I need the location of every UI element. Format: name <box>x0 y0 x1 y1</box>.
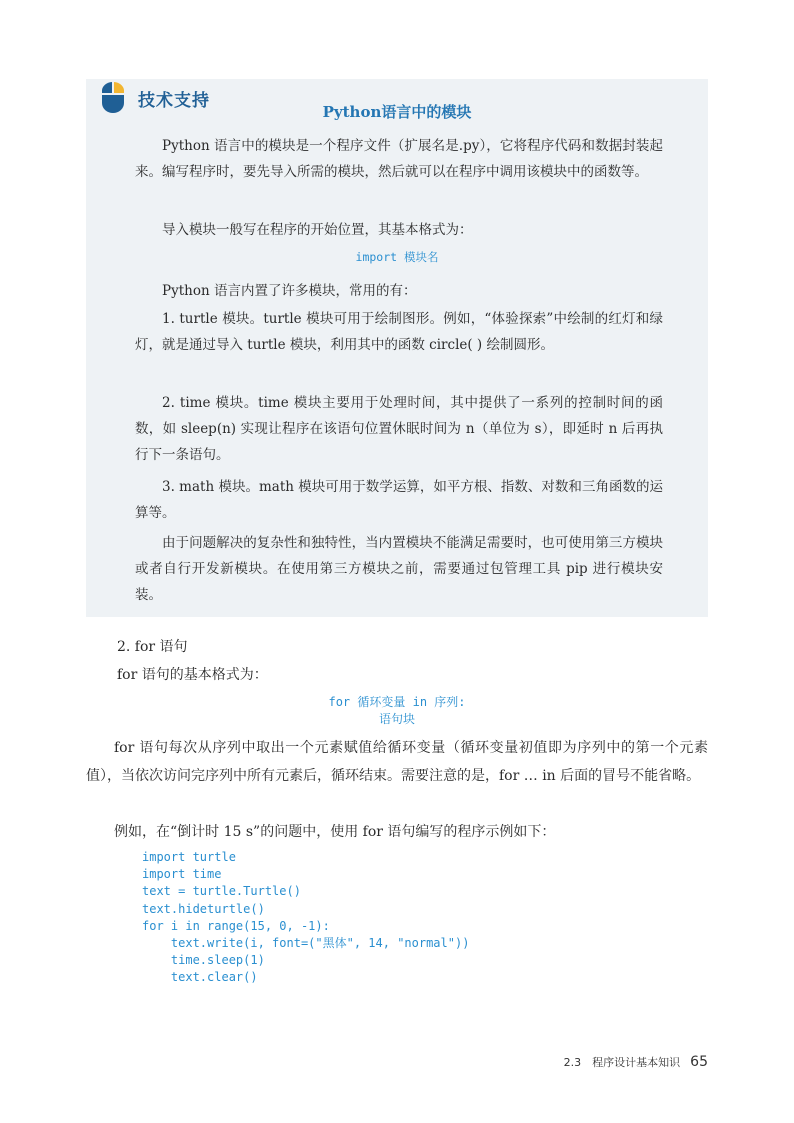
box-paragraph-math: 3. math 模块。math 模块可用于数学运算，如平方根、指数、对数和三角函数的运算等。 <box>135 479 663 521</box>
box-title: Python语言中的模块 <box>322 103 472 121</box>
box-label: 技术支持 <box>138 91 210 111</box>
box-paragraph-builtin: Python 语言内置了许多模块，常用的有： <box>162 283 417 299</box>
section-heading: 2. for 语句 <box>117 639 188 655</box>
for-syntax-line1: for 循环变量 in 序列: <box>328 695 466 709</box>
for-example-intro: 例如，在“倒计时 15 s”的问题中，使用 for 语句编写的程序示例如下： <box>114 824 556 840</box>
for-explanation: for 语句每次从序列中取出一个元素赋值给循环变量（循环变量初值即为序列中的第一个元素值），当依次访问完序列中所有元素后，循环结束。需要注意的是，for … in 后面的冒号不能省略。 <box>86 740 708 784</box>
for-syntax-line2: 语句块 <box>378 712 415 726</box>
box-paragraph-time: 2. time 模块。time 模块主要用于处理时间，其中提供了一系列的控制时间的函数，如 sleep(n) 实现让程序在该语句位置休眠时间为 n（单位为 s），即延时 n 后再执行下一条语句。 <box>135 395 663 463</box>
page-footer <box>564 1054 708 1070</box>
for-intro: for 语句的基本格式为： <box>117 667 268 683</box>
box-paragraph-turtle: 1. turtle 模块。turtle 模块可用于绘制图形。例如，“体验探索”中绘制的红灯和绿灯，就是通过导入 turtle 模块，利用其中的函数 circle( ) 绘制圆形。 <box>135 311 663 353</box>
page-number: 65 <box>690 1054 708 1070</box>
import-syntax: import 模块名 <box>355 250 439 264</box>
box-paragraph-intro: Python 语言中的模块是一个程序文件（扩展名是.py），它将程序代码和数据封装起来。编写程序时，要先导入所需的模块，然后就可以在程序中调用该模块中的函数等。 <box>135 138 663 180</box>
box-paragraph-third-party: 由于问题解决的复杂性和独特性，当内置模块不能满足需要时，也可使用第三方模块或者自行开发新模块。在使用第三方模块之前，需要通过包管理工具 pip 进行模块安装。 <box>135 535 663 603</box>
box-paragraph-import: 导入模块一般写在程序的开始位置，其基本格式为： <box>162 222 473 238</box>
footer-section: 2.3 程序设计基本知识 <box>563 1056 681 1069</box>
code-example: import turtle import time text = turtle.Turtle() text.hideturtle() for i in range(15, 0, -1): text.write(i, font=("黑体", 14, "normal")) time.sleep(1) text.clear() <box>142 850 470 985</box>
